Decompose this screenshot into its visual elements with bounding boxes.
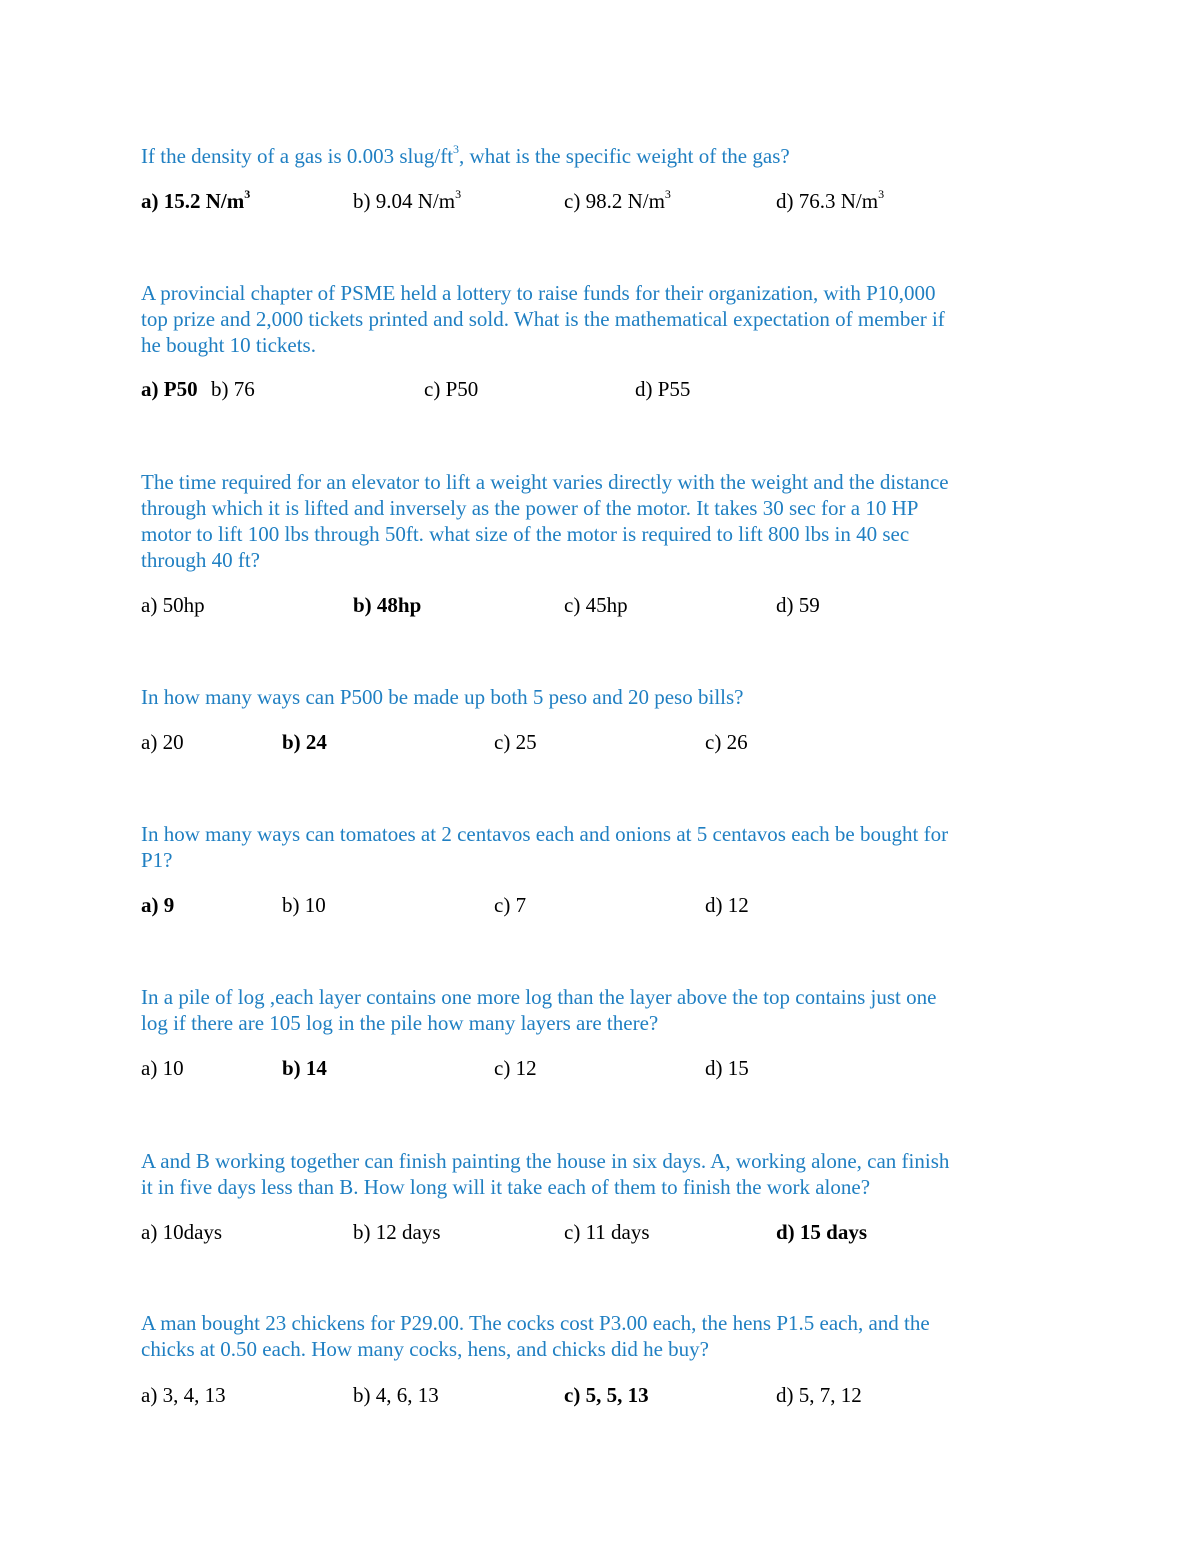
option-a: a) 20 bbox=[141, 730, 184, 754]
option-b: b) 14 bbox=[282, 1056, 327, 1080]
option-d: d) 76.3 $N/m^3$ bbox=[776, 187, 885, 213]
question-1 bbox=[141, 143, 1061, 214]
option-d: d) P55 bbox=[635, 377, 691, 401]
option-b: b) 10 bbox=[282, 893, 326, 917]
option-a: a) 15.2 $N/m^3$ bbox=[141, 187, 251, 213]
question-1-options bbox=[141, 188, 1061, 214]
option-b: b) 48hp bbox=[353, 593, 422, 617]
option-c-2: c) 26 bbox=[705, 730, 748, 754]
question-5-text: In how many ways can tomatoes at 2 centavos each and onions at 5 centavos each be bought for P1? bbox=[141, 822, 949, 872]
option-c: c) 11 days bbox=[564, 1220, 650, 1244]
question-7-options bbox=[141, 1219, 1061, 1245]
option-d: d) 59 bbox=[776, 593, 820, 617]
option-d: d) 5, 7, 12 bbox=[776, 1383, 862, 1407]
option-c: c) 7 bbox=[494, 893, 527, 917]
option-a: a) P50 bbox=[141, 377, 198, 401]
question-2-options bbox=[141, 376, 1061, 402]
question-6-options bbox=[141, 1055, 1061, 1081]
question-8-options bbox=[141, 1382, 1061, 1408]
question-1-text: If the density of a gas is 0.003 slug/$ft^3$, what is the specific weight of the gas? bbox=[141, 142, 790, 168]
question-8 bbox=[141, 1310, 1061, 1408]
question-6 bbox=[141, 984, 1061, 1081]
option-b: b) 76 bbox=[211, 377, 255, 401]
option-b: b) 24 bbox=[282, 730, 327, 754]
question-4-options bbox=[141, 729, 1061, 755]
option-c: c) 25 bbox=[494, 730, 537, 754]
question-8-text: A man bought 23 chickens for P29.00. The cocks cost P3.00 each, the hens P1.5 each, and the chicks at 0.50 each. How many cocks, hens, and chicks did he buy? bbox=[141, 1311, 930, 1361]
option-b: b) 12 days bbox=[353, 1220, 441, 1244]
question-7 bbox=[141, 1148, 1061, 1245]
question-7-text: A and B working together can finish painting the house in six days. A, working alone, can finish it in five days less than B. How long will it take each of them to finish the work alone? bbox=[141, 1149, 950, 1199]
question-2-text: A provincial chapter of PSME held a lottery to raise funds for their organization, with P10,000 top prize and 2,000 tickets printed and sold. What is the mathematical expectation of member if he bought 10 tickets. bbox=[141, 281, 945, 357]
option-a: a) 10 bbox=[141, 1056, 184, 1080]
option-c: c) 12 bbox=[494, 1056, 537, 1080]
option-d: d) 15 bbox=[705, 1056, 749, 1080]
option-b: b) 9.04 $N/m^3$ bbox=[353, 187, 462, 213]
option-c: c) 45hp bbox=[564, 593, 628, 617]
option-a: a) 50hp bbox=[141, 593, 205, 617]
option-d: d) 12 bbox=[705, 893, 749, 917]
question-4-text: In how many ways can P500 be made up both 5 peso and 20 peso bills? bbox=[141, 685, 744, 709]
question-2 bbox=[141, 280, 1061, 402]
question-3-text: The time required for an elevator to lift a weight varies directly with the weight and the distance through which it is lifted and inversely as the power of the motor. It takes 30 sec for a 10 HP motor to lift 100 lbs through 50ft. what size of the motor is required to lift 800 lbs in 40 sec through 40 ft? bbox=[141, 470, 949, 572]
option-a: a) 3, 4, 13 bbox=[141, 1383, 226, 1407]
question-6-text: In a pile of log ,each layer contains one more log than the layer above the top contains just one log if there are 105 log in the pile how many layers are there? bbox=[141, 985, 937, 1035]
option-c: c) P50 bbox=[424, 377, 479, 401]
question-5-options bbox=[141, 892, 1061, 918]
option-d: d) 15 days bbox=[776, 1220, 868, 1244]
question-3 bbox=[141, 469, 1061, 618]
question-4 bbox=[141, 684, 1061, 755]
option-c: c) 98.2 $N/m^3$ bbox=[564, 187, 671, 213]
option-c: c) 5, 5, 13 bbox=[564, 1383, 649, 1407]
option-a: a) 9 bbox=[141, 893, 175, 917]
question-5 bbox=[141, 821, 1061, 918]
option-b: b) 4, 6, 13 bbox=[353, 1383, 439, 1407]
question-3-options bbox=[141, 592, 1061, 618]
option-a: a) 10days bbox=[141, 1220, 223, 1244]
